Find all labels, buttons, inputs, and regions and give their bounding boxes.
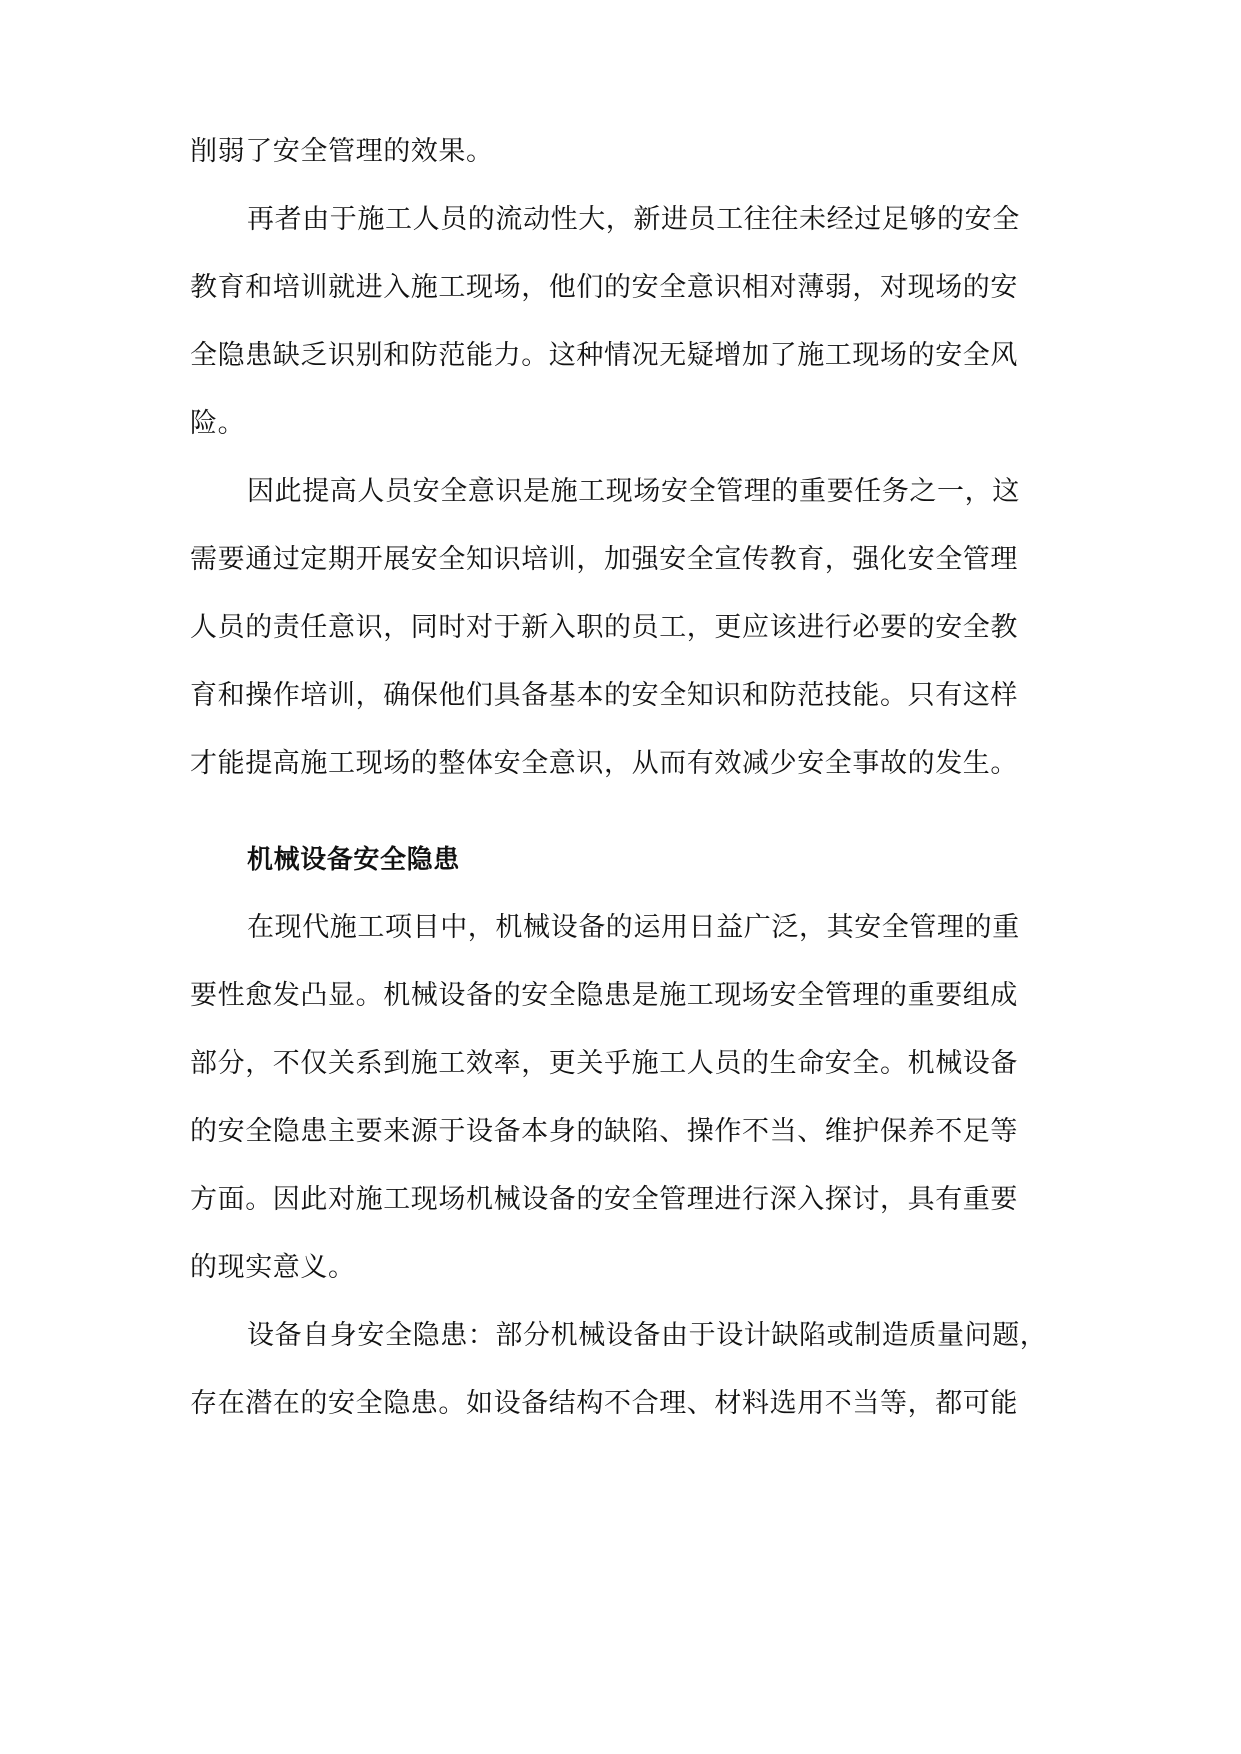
paragraph-line: 教育和培训就进入施工现场，他们的安全意识相对薄弱，对现场的安 <box>190 272 1018 303</box>
paragraph-line: 人员的责任意识，同时对于新入职的员工，更应该进行必要的安全教 <box>190 612 1018 643</box>
paragraph-line: 设备自身安全隐患：部分机械设备由于设计缺陷或制造质量问题， <box>247 1320 1048 1351</box>
paragraph-line: 的现实意义。 <box>190 1252 356 1283</box>
paragraph-line: 才能提高施工现场的整体安全意识，从而有效减少安全事故的发生。 <box>190 748 1018 779</box>
paragraph-line: 险。 <box>190 408 246 439</box>
paragraph-line: 在现代施工项目中，机械设备的运用日益广泛，其安全管理的重 <box>247 912 1020 943</box>
paragraph-line: 削弱了安全管理的效果。 <box>190 136 494 167</box>
paragraph-line: 要性愈发凸显。机械设备的安全隐患是施工现场安全管理的重要组成 <box>190 980 1018 1011</box>
paragraph-line: 因此提高人员安全意识是施工现场安全管理的重要任务之一，这 <box>247 476 1020 507</box>
paragraph-line: 存在潜在的安全隐患。如设备结构不合理、材料选用不当等，都可能 <box>190 1388 1018 1419</box>
section-heading: 机械设备安全隐患 <box>247 845 460 875</box>
paragraph-line: 部分，不仅关系到施工效率，更关乎施工人员的生命安全。机械设备 <box>190 1048 1018 1079</box>
paragraph-line: 需要通过定期开展安全知识培训，加强安全宣传教育，强化安全管理 <box>190 544 1018 575</box>
paragraph-line: 方面。因此对施工现场机械设备的安全管理进行深入探讨，具有重要 <box>190 1184 1018 1215</box>
paragraph-line: 全隐患缺乏识别和防范能力。这种情况无疑增加了施工现场的安全风 <box>190 340 1018 371</box>
paragraph-line: 的安全隐患主要来源于设备本身的缺陷、操作不当、维护保养不足等 <box>190 1116 1018 1147</box>
paragraph-line: 育和操作培训，确保他们具备基本的安全知识和防范技能。只有这样 <box>190 680 1018 711</box>
paragraph-line: 再者由于施工人员的流动性大，新进员工往往未经过足够的安全 <box>247 204 1020 235</box>
